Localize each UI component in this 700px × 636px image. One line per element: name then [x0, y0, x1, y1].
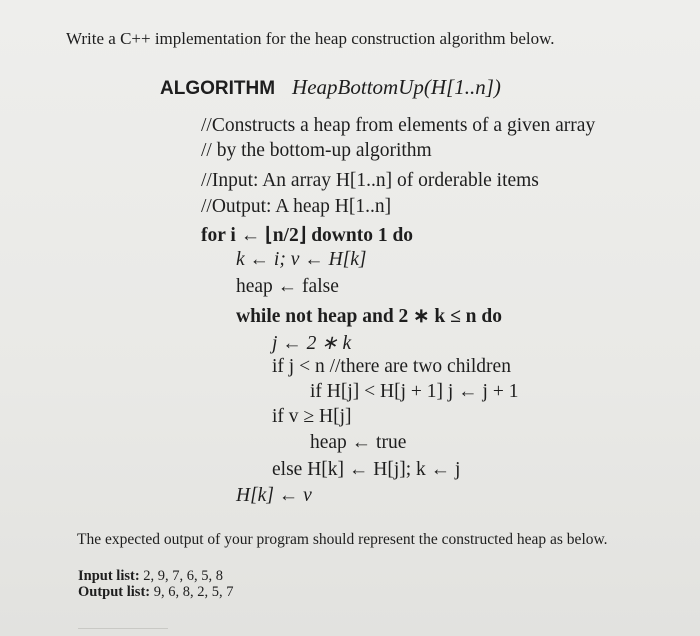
code-line-if-v: if v ≥ H[j] [272, 406, 352, 427]
input-list-label: Input list: [78, 568, 140, 584]
algorithm-header [160, 75, 501, 100]
output-list-value: 9, 6, 8, 2, 5, 7 [153, 584, 234, 600]
comment-line: //Input: An array H[1..n] of orderable items [201, 170, 539, 191]
code-line-heap-true: heap ← true [310, 432, 407, 453]
code-line-for: for i ← ⌊n/2⌋ downto 1 do [201, 225, 414, 246]
problem-statement: Write a C++ implementation for the heap construction algorithm below. [66, 29, 555, 48]
code-line-if-compare: if H[j] < H[j + 1] j ← j + 1 [310, 381, 519, 402]
code-line-else: else H[k] ← H[j]; k ← j [272, 459, 461, 480]
code-line-final-assign: H[k] ← v [236, 485, 312, 506]
algorithm-signature: HeapBottomUp(H[1..n]) [292, 75, 501, 99]
algorithm-keyword: ALGORITHM [160, 78, 276, 99]
output-list-label: Output list: [78, 584, 151, 600]
divider [78, 628, 168, 629]
input-list [78, 568, 223, 585]
code-line-heap-false: heap ← false [236, 276, 339, 297]
comment-line: //Constructs a heap from elements of a given array [201, 115, 596, 136]
comment-line: // by the bottom-up algorithm [201, 140, 432, 161]
code-line-j-assign: j ← 2 ∗ k [272, 333, 352, 354]
code-line-if-children: if j < n //there are two children [272, 356, 511, 377]
code-line-assign: k ← i; v ← H[k] [236, 249, 367, 270]
expected-output-text: The expected output of your program should represent the constructed heap as below. [77, 531, 608, 548]
comment-line: //Output: A heap H[1..n] [201, 196, 392, 217]
input-list-value: 2, 9, 7, 6, 5, 8 [143, 568, 224, 584]
code-line-while: while not heap and 2 ∗ k ≤ n do [236, 306, 502, 327]
output-list [78, 584, 234, 601]
